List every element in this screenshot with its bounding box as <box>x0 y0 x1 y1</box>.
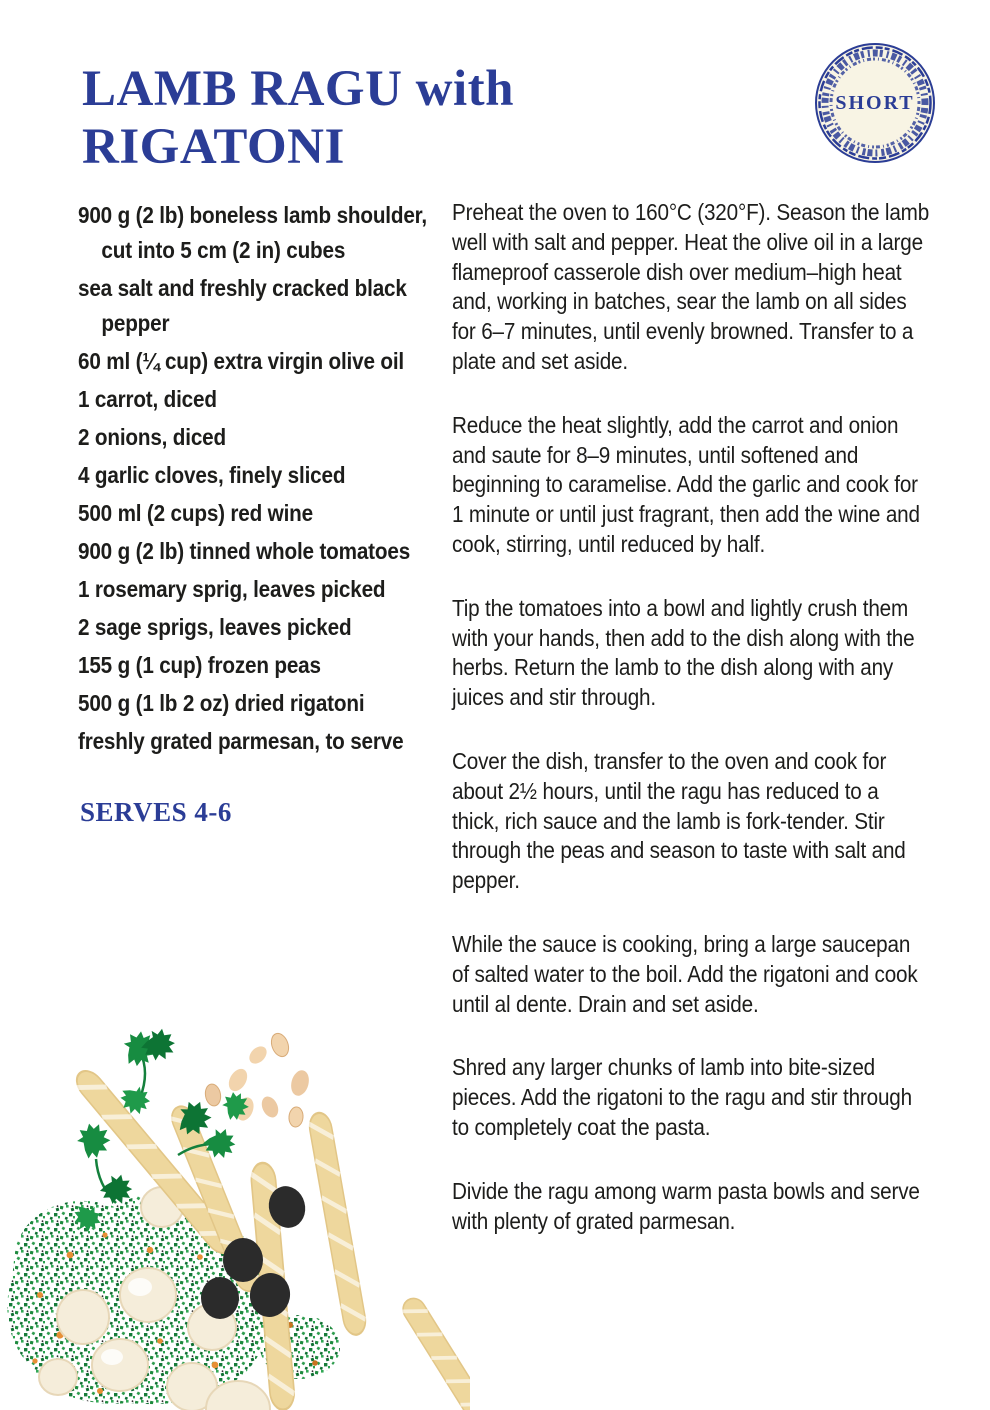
page-title-line2: RIGATONI <box>82 119 345 175</box>
method-text <box>452 198 931 1270</box>
ingredient-item: freshly grated parmesan, to serve <box>78 728 404 754</box>
ingredient-item: 500 g (1 lb 2 oz) dried rigatoni <box>78 690 365 716</box>
ingredient-item: 1 rosemary sprig, leaves picked <box>78 576 386 602</box>
short-badge-label: SHORT <box>835 91 915 114</box>
method-paragraph: Reduce the heat slightly, add the carrot and onion and saute for 8–9 minutes, until softened and beginning to caramelise. Add the garlic and cook for 1 minute or until just fragrant, then add the wine and cook, stirring, until reduced by half. <box>452 411 920 557</box>
short-badge <box>810 38 940 168</box>
ingredient-item: 900 g (2 lb) boneless lamb shoulder, cut into 5 cm (2 in) cubes <box>78 202 427 263</box>
food-illustration <box>0 995 470 1410</box>
pine-nuts <box>204 1031 312 1128</box>
ingredient-item: 2 onions, diced <box>78 424 226 450</box>
method-paragraph: Shred any larger chunks of lamb into bite-sized pieces. Add the rigatoni to the ragu and stir through to completely coat the pasta. <box>452 1054 912 1140</box>
ingredient-item: 155 g (1 cup) frozen peas <box>78 652 321 678</box>
ingredient-item: 900 g (2 lb) tinned whole tomatoes <box>78 538 411 564</box>
ingredient-item: 2 sage sprigs, leaves picked <box>78 614 352 640</box>
page-title <box>82 60 514 176</box>
ingredient-item: 1 carrot, diced <box>78 386 217 412</box>
method-paragraph: Tip the tomatoes into a bowl and lightly crush them with your hands, then add to the dish along with the herbs. Return the lamb to the dish along with any juices and stir through. <box>452 594 915 711</box>
method-paragraph: Preheat the oven to 160°C (320°F). Season the lamb well with salt and pepper. Heat the olive oil in a large flameproof casserole dish over medium–high heat and, working in batches, sear the lamb on all sides for 6–7 minutes, until evenly browned. Transfer to a plate and set aside. <box>452 199 930 374</box>
ingredient-item: 60 ml (¼ cup) extra virgin olive oil <box>78 348 404 374</box>
method-paragraph: Divide the ragu among warm pasta bowls and serve with plenty of grated parmesan. <box>452 1177 920 1234</box>
method-paragraph: Cover the dish, transfer to the oven and cook for about 2½ hours, until the ragu has reduced to a thick, rich sauce and the lamb is fork-tender. Stir through the peas and season to taste with salt and pepper. <box>452 747 906 894</box>
ingredient-item: 500 ml (2 cups) red wine <box>78 500 313 526</box>
page-title-line1: LAMB RAGU with <box>82 61 515 117</box>
ingredients-list <box>78 198 434 762</box>
method-paragraph: While the sauce is cooking, bring a large saucepan of salted water to the boil. Add the rigatoni and cook until al dente. Drain and set aside. <box>452 930 918 1017</box>
ingredient-item: sea salt and freshly cracked black pepper <box>78 275 407 336</box>
serves-label: SERVES 4-6 <box>80 797 232 827</box>
ingredient-item: 4 garlic cloves, finely sliced <box>78 462 346 488</box>
